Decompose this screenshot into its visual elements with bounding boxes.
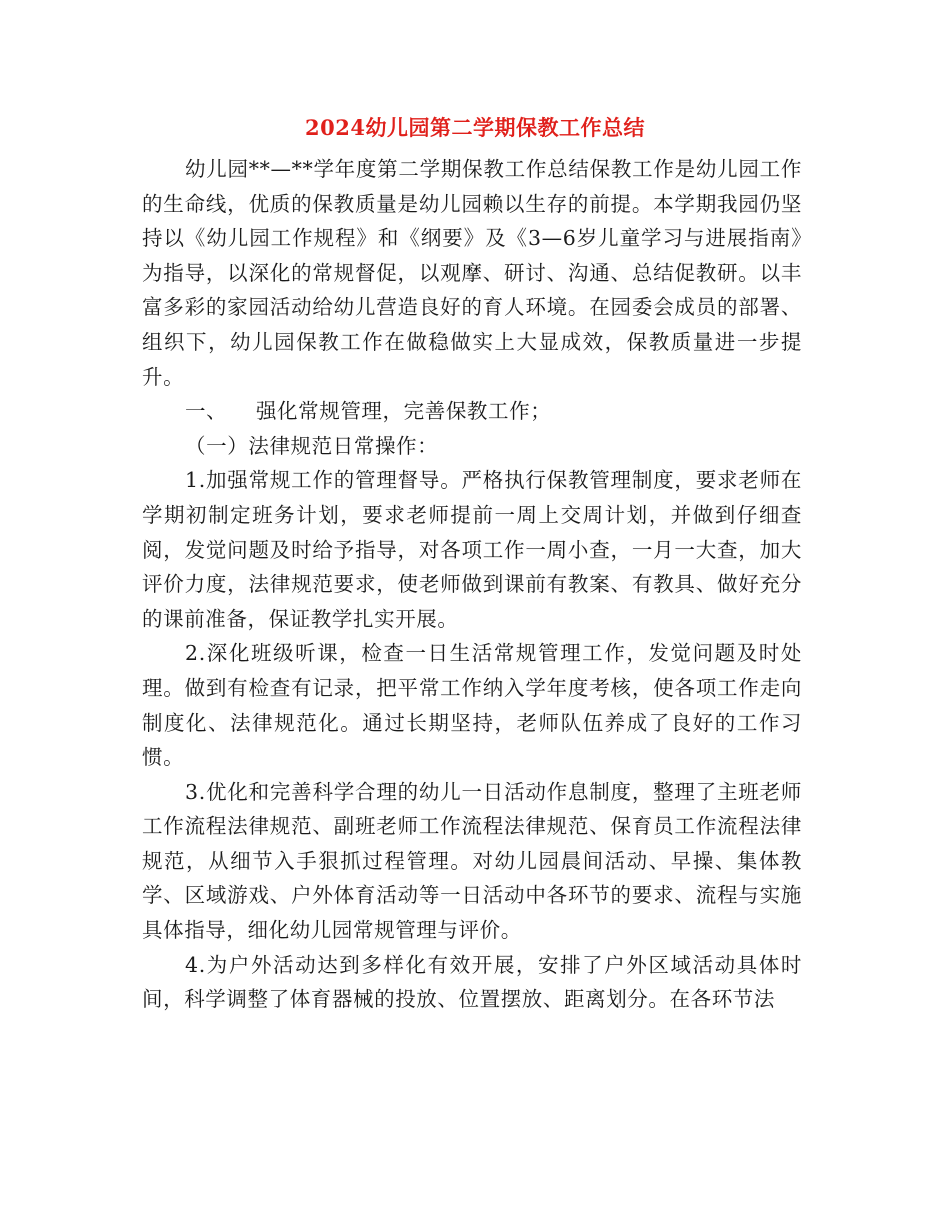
- document-body: [142, 152, 802, 1017]
- document-title: 2024幼儿园第二学期保教工作总结: [305, 115, 645, 140]
- list-item: 3.优化和完善科学合理的幼儿一日活动作息制度，整理了主班老师工作流程法律规范、副班老师工作流程法律规范、保育员工作流程法律规范，从细节入手狠抓过程管理。对幼儿园晨间活动、早操、集体教学、区域游戏、户外体育活动等一日活动中各环节的要求、流程与实施具体指导，细化幼儿园常规管理与评价。: [142, 779, 802, 943]
- section-title: 强化常规管理，完善保教工作；: [255, 399, 552, 424]
- subsection-heading: （一）法律规范日常操作：: [185, 433, 439, 458]
- list-item: 2.深化班级听课，检查一日生活常规管理工作，发觉问题及时处理。做到有检查有记录，把平常工作纳入学年度考核，使各项工作走向制度化、法律规范化。通过长期坚持，老师队伍养成了良好的工作习惯。: [142, 641, 802, 770]
- section-number: 一、: [185, 399, 228, 424]
- list-item: 1.加强常规工作的管理督导。严格执行保教管理制度，要求老师在学期初制定班务计划，要求老师提前一周上交周计划，并做到仔细查阅，发觉问题及时给予指导，对各项工作一周小查，一月一大查，加大评价力度，法律规范要求，使老师做到课前有教案、有教具、做好充分的课前准备，保证教学扎实开展。: [142, 468, 802, 631]
- section-heading: [142, 394, 802, 429]
- intro-paragraph: 幼儿园**—**学年度第二学期保教工作总结保教工作是幼儿园工作的生命线，优质的保教质量是幼儿园赖以生存的前提。本学期我园仍坚持以《幼儿园工作规程》和《纲要》及《3—6岁儿童学习与进展指南》为指导，以深化的常规督促，以观摩、研讨、沟通、总结促教研。以丰富多彩的家园活动给幼儿营造良好的育人环境。在园委会成员的部署、组织下，幼儿园保教工作在做稳做实上大显成效，保教质量进一步提升。: [142, 157, 802, 389]
- list-item: 4.为户外活动达到多样化有效开展，安排了户外区域活动具体时间，科学调整了体育器械的投放、位置摆放、距离划分。在各环节法: [142, 952, 802, 1012]
